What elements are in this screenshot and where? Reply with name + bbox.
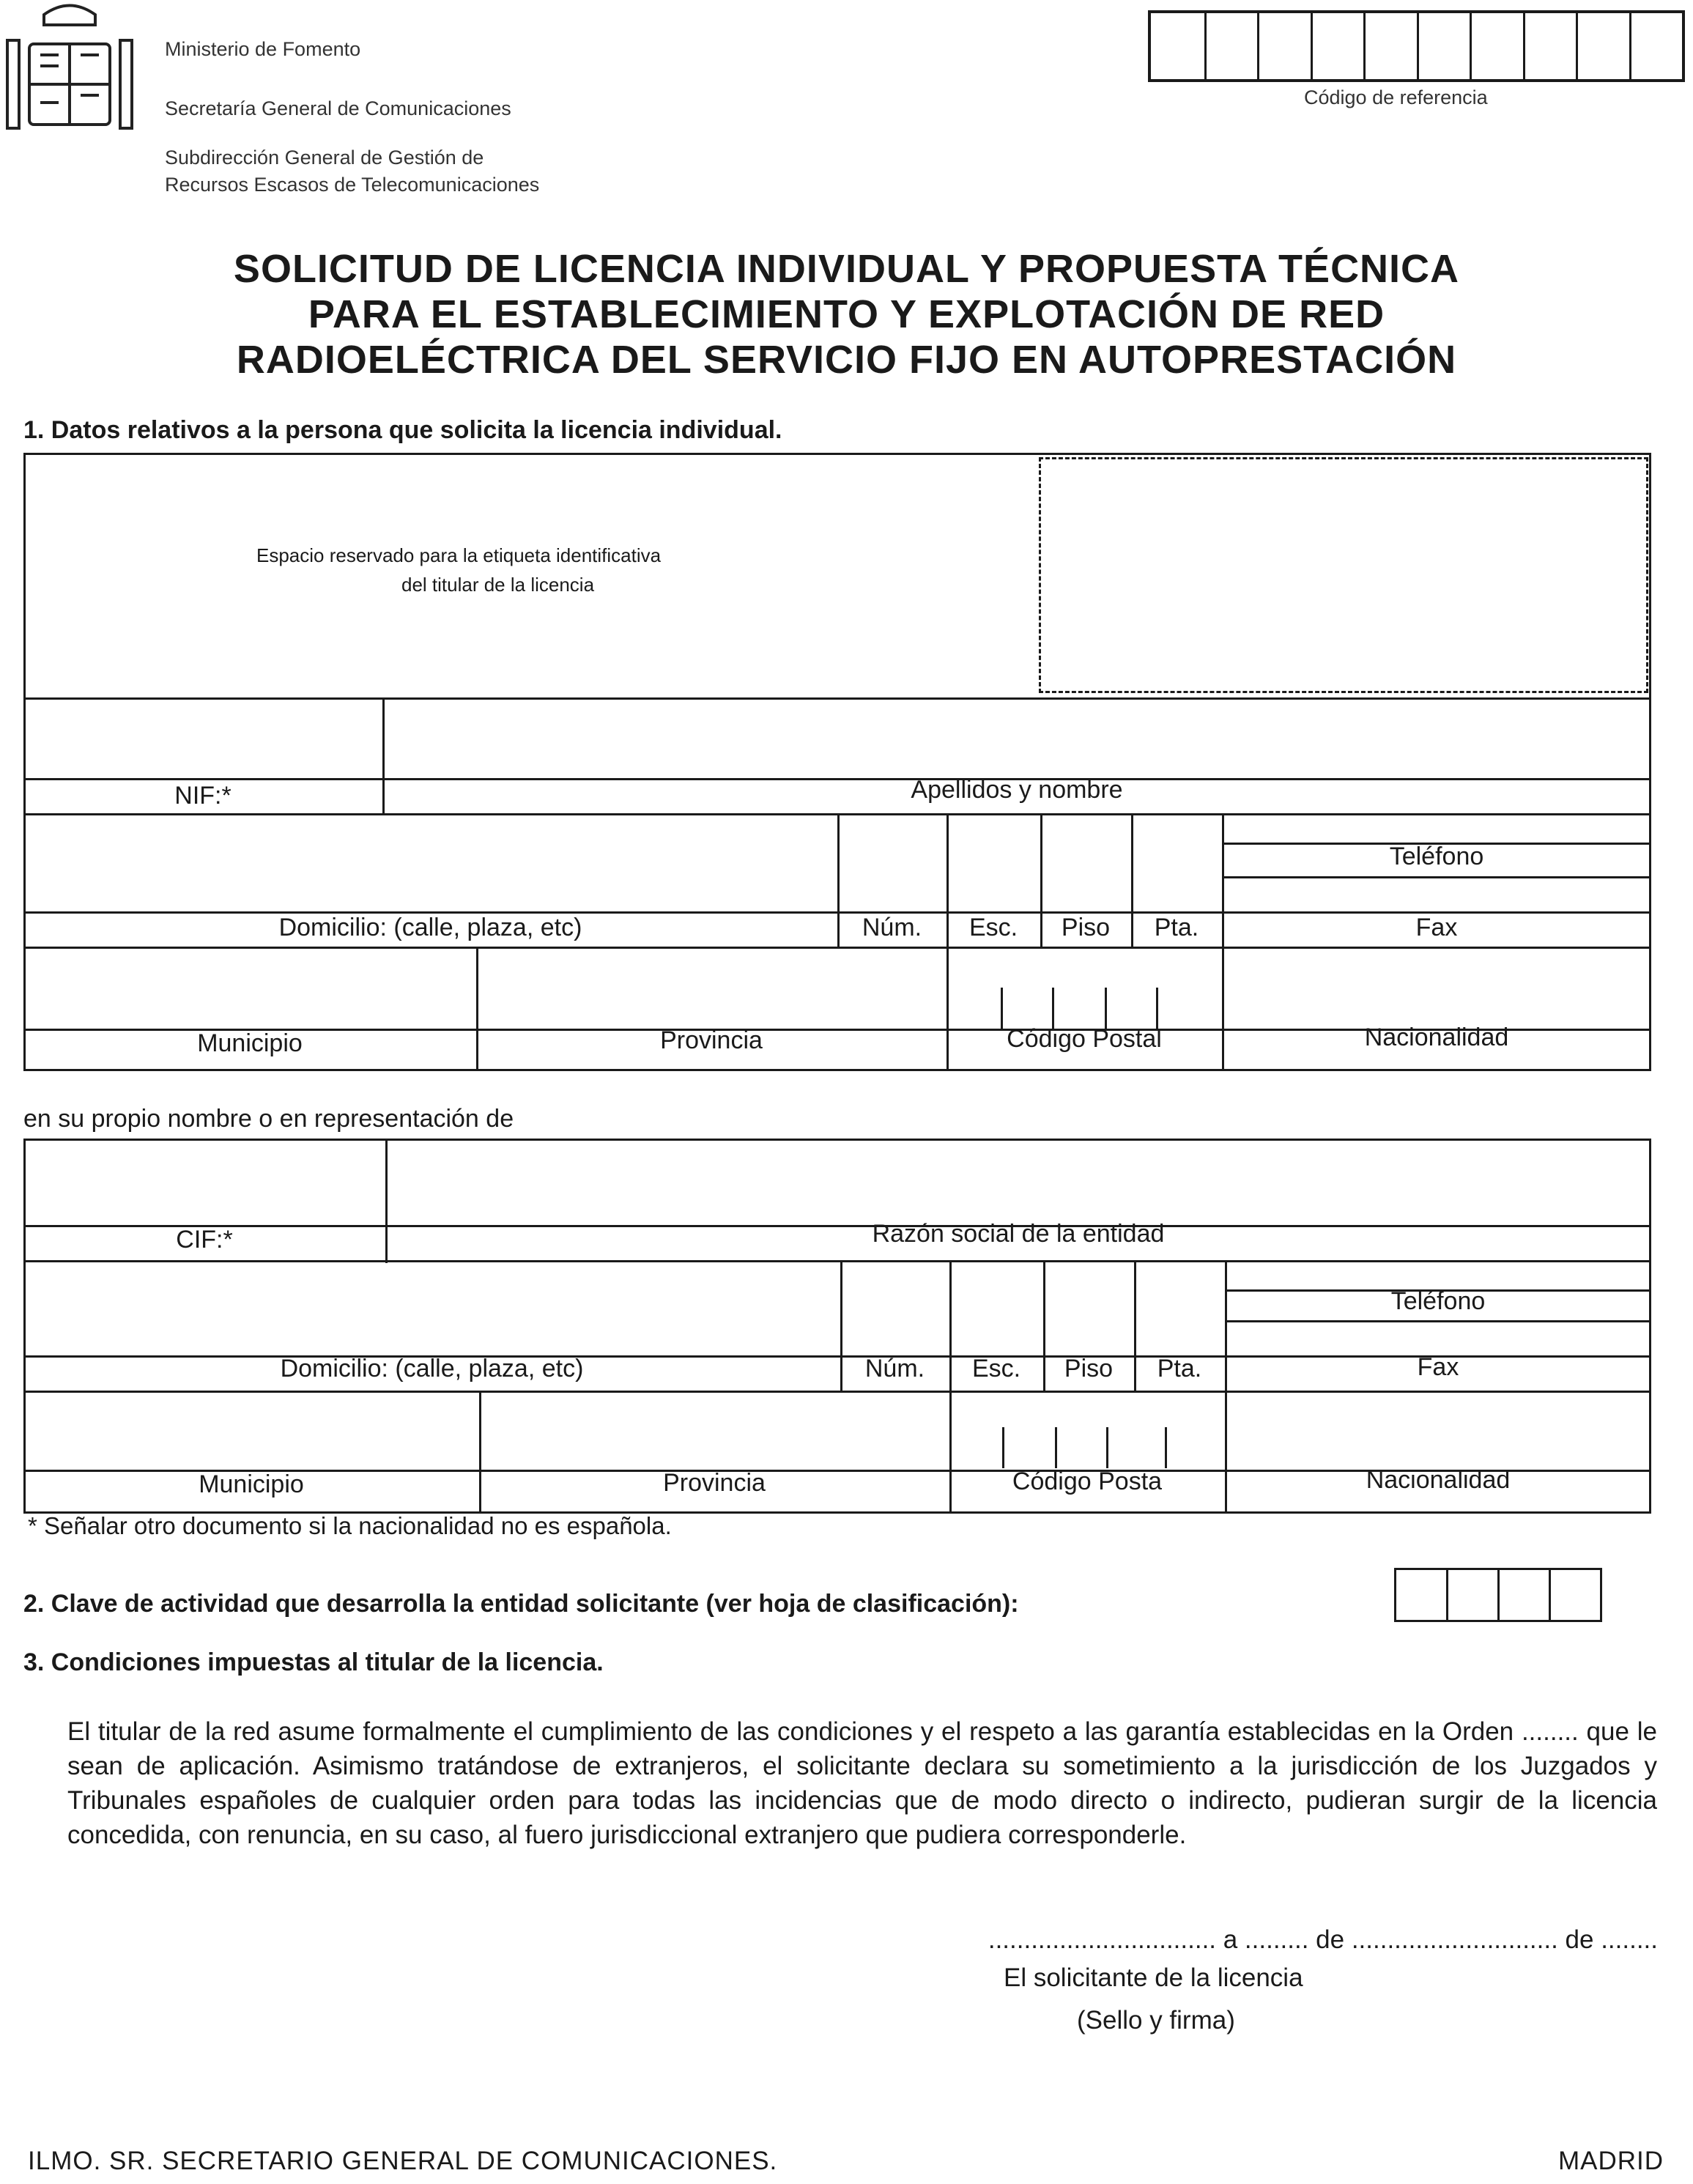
entity-fax-field[interactable] — [1228, 1323, 1649, 1354]
date-line[interactable]: ................................ a ......... de ............................. de ........ — [988, 1925, 1658, 1954]
entity-pta-field[interactable] — [1137, 1262, 1222, 1355]
reference-cell-divider — [1311, 13, 1313, 79]
reference-cell-divider — [1470, 13, 1472, 79]
entity-telefono-field[interactable] — [1228, 1262, 1649, 1289]
entity-esc-label: Esc. — [971, 1355, 1021, 1382]
municipio-label: Municipio — [197, 1029, 303, 1057]
cif-label: CIF:* — [176, 1226, 233, 1254]
city: MADRID — [1557, 2147, 1664, 2175]
reference-cell-divider — [1257, 13, 1259, 79]
razon-social-field[interactable] — [388, 1141, 1649, 1224]
reference-cell-divider — [1523, 13, 1525, 79]
section3-heading: 3. Condiciones impuestas al titular de la licencia. — [23, 1648, 604, 1676]
domicilio-field[interactable] — [26, 815, 837, 911]
ministry-name: Ministerio de Fomento — [165, 38, 361, 60]
entity-telefono-label: Teléfono — [1390, 1287, 1486, 1315]
municipio-field[interactable] — [26, 949, 476, 1029]
entity-municipio-field[interactable] — [26, 1393, 476, 1469]
codigo-postal-field[interactable] — [949, 949, 1219, 1029]
entity-num-field[interactable] — [843, 1262, 946, 1355]
reference-cell-divider — [1363, 13, 1366, 79]
esc-label: Esc. — [968, 914, 1018, 941]
esc-field[interactable] — [949, 815, 1040, 911]
provincia-field[interactable] — [479, 949, 946, 1029]
telefono-label: Teléfono — [1389, 843, 1484, 870]
label-space-line1: Espacio reservado para la etiqueta identificativa — [256, 544, 662, 566]
label-space-line2: del titular de la licencia — [401, 574, 595, 596]
activity-code-field[interactable] — [1394, 1568, 1602, 1622]
subdirection-line1: Subdirección General de Gestión de — [165, 147, 484, 169]
form-title-line3: RADIOELÉCTRICA DEL SERVICIO FIJO EN AUTOPRESTACIÓN — [236, 338, 1457, 382]
fax-field[interactable] — [1225, 878, 1649, 910]
entity-municipio-label: Municipio — [199, 1470, 304, 1498]
piso-field[interactable] — [1043, 815, 1131, 911]
domicilio-label: Domicilio: (calle, plaza, etc) — [278, 914, 582, 941]
reference-cell-divider — [1204, 13, 1207, 79]
nationality-footnote: * Señalar otro documento si la nacionalidad no es española. — [28, 1512, 672, 1539]
entity-codigo-postal-field[interactable] — [952, 1393, 1222, 1469]
entity-piso-label: Piso — [1064, 1355, 1114, 1382]
subdirection-line2: Recursos Escasos de Telecomunicaciones — [165, 174, 540, 196]
nacionalidad-label: Nacionalidad — [1364, 1023, 1509, 1051]
representation-intro: en su propio nombre o en representación de — [23, 1105, 514, 1133]
entity-provincia-field[interactable] — [482, 1393, 946, 1469]
piso-label: Piso — [1061, 914, 1111, 941]
reference-cell-divider — [1417, 13, 1419, 79]
entity-pta-label: Pta. — [1157, 1355, 1202, 1382]
secretariat-name: Secretaría General de Comunicaciones — [165, 97, 511, 119]
entity-nacionalidad-label: Nacionalidad — [1366, 1466, 1511, 1494]
addressee: ILMO. SR. SECRETARIO GENERAL DE COMUNICACIONES. — [28, 2147, 778, 2175]
apellidos-field[interactable] — [385, 700, 1649, 779]
nacionalidad-field[interactable] — [1225, 949, 1649, 1029]
codigo-postal-label: Código Postal — [1007, 1025, 1162, 1053]
entity-domicilio-label: Domicilio: (calle, plaza, etc) — [280, 1355, 584, 1382]
form-title-line2: PARA EL ESTABLECIMIENTO Y EXPLOTACIÓN DE RED — [308, 292, 1385, 336]
photo-box[interactable] — [1039, 457, 1648, 693]
entity-domicilio-field[interactable] — [26, 1262, 837, 1355]
seal-signature-label: (Sello y firma) — [1077, 2006, 1235, 2035]
telefono-field[interactable] — [1225, 815, 1649, 842]
entity-esc-field[interactable] — [952, 1262, 1040, 1355]
entity-codigo-postal-label: Código Posta — [1012, 1467, 1163, 1495]
entity-provincia-label: Provincia — [663, 1469, 766, 1497]
pta-field[interactable] — [1134, 815, 1222, 911]
entity-nacionalidad-field[interactable] — [1228, 1393, 1649, 1469]
applicant-signature-label: El solicitante de la licencia — [1004, 1963, 1303, 1992]
pta-label: Pta. — [1154, 914, 1199, 941]
section2-heading: 2. Clave de actividad que desarrolla la entidad solicitante (ver hoja de clasificación): — [23, 1590, 1019, 1618]
form-title-line1: SOLICITUD DE LICENCIA INDIVIDUAL Y PROPUESTA TÉCNICA — [233, 247, 1460, 291]
provincia-label: Provincia — [660, 1026, 763, 1054]
cif-field[interactable] — [26, 1141, 383, 1224]
nif-label: NIF:* — [174, 782, 231, 810]
apellidos-label: Apellidos y nombre — [911, 776, 1123, 804]
entity-piso-field[interactable] — [1046, 1262, 1131, 1355]
entity-fax-label: Fax — [1417, 1353, 1459, 1381]
conditions-text: El titular de la red asume formalmente el cumplimiento de las condiciones y el respeto a las garantía establecidas en la Orden ........ que le sean de aplicación. Asimismo tratándose de extranjeros, el solicitante declara su sometimiento a la jurisdicción de los Juzgados y Tribunales españoles de cualquier orden para todas las incidencias que de modo directo o indirecto, pudieran surgir de la licencia concedida, con renuncia, en su caso, al fuero jurisdiccional extranjero que pudiera corresponderle. — [67, 1717, 1657, 1849]
reference-code-label: Código de referencia — [1304, 86, 1488, 108]
reference-code-field[interactable] — [1148, 10, 1685, 82]
num-label: Núm. — [862, 914, 922, 941]
coat-of-arms-icon — [0, 0, 139, 147]
reference-cell-divider — [1576, 13, 1578, 79]
num-field[interactable] — [840, 815, 946, 911]
section1-heading: 1. Datos relativos a la persona que solicita la licencia individual. — [23, 416, 782, 444]
fax-label: Fax — [1415, 914, 1458, 941]
reference-cell-divider — [1629, 13, 1631, 79]
razon-social-label: Razón social de la entidad — [872, 1220, 1165, 1248]
entity-num-label: Núm. — [864, 1355, 925, 1382]
nif-field[interactable] — [26, 700, 383, 779]
